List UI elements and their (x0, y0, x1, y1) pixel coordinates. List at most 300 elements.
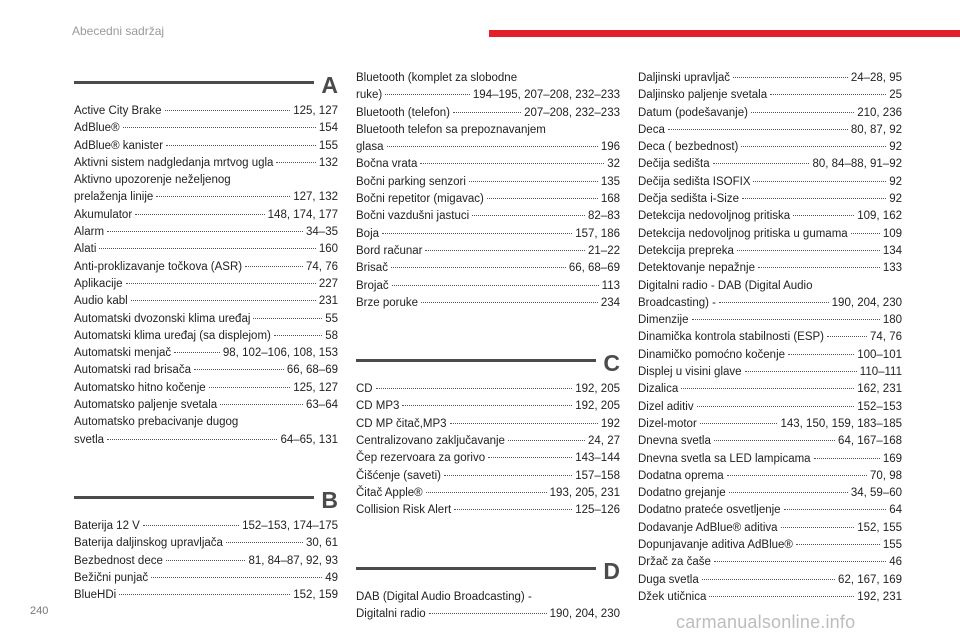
entry-line (638, 520, 902, 537)
entry-line (74, 276, 338, 293)
entry-name: Akumulator (74, 208, 133, 221)
entry-name: Bočni repetitor (migavac) (356, 193, 484, 206)
entry-line (74, 241, 338, 258)
entry-name: Bluetooth (telefon) (356, 106, 450, 119)
entry-pages: 234 (600, 296, 620, 309)
entry-pages: 192 (600, 417, 620, 430)
entry-name: Dinamička kontrola stabilnosti (ESP) (638, 331, 824, 344)
entry-name: Automatski klima uređaj (sa displejom) (74, 329, 271, 342)
entry-pages: 82–83 (588, 210, 620, 223)
entry-line (356, 278, 620, 295)
entry-name: Audio kabl (74, 295, 128, 308)
index-entry (356, 468, 620, 485)
entry-line (74, 224, 338, 241)
entry-name: Dodatna oprema (638, 469, 724, 482)
dot-leader (784, 509, 887, 510)
index-entry (638, 329, 902, 346)
entry-line (356, 381, 620, 398)
entry-name: Boja (356, 227, 380, 240)
dot-leader (382, 233, 572, 234)
entry-name: Brisač (356, 262, 388, 275)
index-entry (638, 520, 902, 537)
page-number: 240 (30, 605, 49, 617)
entry-line (638, 70, 902, 87)
index-entry (638, 191, 902, 208)
entry-pages: 155 (882, 539, 902, 552)
entry-pages: 34–35 (306, 226, 338, 239)
dot-leader (719, 302, 829, 303)
dot-leader (166, 145, 316, 146)
entry-name: Anti-proklizavanje točkova (ASR) (74, 260, 243, 273)
dot-leader (745, 371, 857, 372)
index-entry (74, 414, 338, 449)
entry-name-first-line: Bluetooth (komplet za slobodne (356, 72, 518, 84)
entry-pages: 180 (882, 314, 902, 327)
index-entry (356, 208, 620, 225)
entry-pages: 74, 76 (306, 260, 338, 273)
index-entry (638, 433, 902, 450)
dot-leader (702, 579, 835, 580)
dot-leader (751, 112, 854, 113)
entry-name: Automatsko paljenje svetala (74, 399, 218, 412)
entry-line (356, 105, 620, 122)
dot-leader (729, 492, 848, 493)
dot-leader (851, 233, 880, 234)
entry-pages: 30, 61 (306, 537, 338, 550)
index-entry (74, 535, 338, 552)
dot-leader (733, 77, 848, 78)
dot-leader (781, 527, 855, 528)
entry-line (356, 156, 620, 173)
entry-name: AdBlue® kanister (74, 139, 164, 152)
entry-name: BlueHDi (74, 589, 117, 602)
dot-leader (426, 492, 547, 493)
index-entry (638, 485, 902, 502)
dot-leader (226, 542, 303, 543)
section-gap (356, 312, 620, 347)
entry-name: Aplikacije (74, 277, 123, 290)
entry-name: Dečija sedišta (638, 158, 710, 171)
entry-pages: 49 (325, 571, 338, 584)
entry-name: Detekcija nedovoljnog pritiska (638, 210, 791, 223)
section-header (74, 484, 338, 516)
entry-name: Dnevna svetla sa LED lampicama (638, 452, 811, 465)
dot-leader (387, 146, 598, 147)
entry-line (74, 432, 338, 449)
entry-line (638, 174, 902, 191)
index-entry (638, 416, 902, 433)
index-entry (356, 502, 620, 519)
entry-line (74, 293, 338, 310)
dot-leader (469, 181, 598, 182)
entry-line (356, 139, 620, 156)
entry-line (74, 328, 338, 345)
entry-line (74, 345, 338, 362)
entry-name-first-line: Digitalni radio - DAB (Digital Audio (638, 279, 813, 292)
index-entry (74, 138, 338, 155)
entry-name: Baterija 12 V (74, 519, 140, 532)
dot-leader (107, 439, 277, 440)
entry-name: Dečja sedišta i-Size (638, 193, 739, 206)
section-divider (356, 567, 596, 570)
dot-leader (697, 406, 855, 407)
entry-pages: 64–65, 131 (280, 433, 338, 446)
dot-leader (508, 440, 585, 441)
entry-name: Alati (74, 243, 97, 256)
dot-leader (827, 336, 867, 337)
entry-line (638, 295, 902, 312)
entry-pages: 152, 159 (293, 589, 338, 602)
entry-pages: 143–144 (575, 452, 620, 465)
index-entry (638, 572, 902, 589)
entry-line (638, 416, 902, 433)
dot-leader (796, 544, 880, 545)
index-entry (638, 105, 902, 122)
entry-line (638, 554, 902, 571)
dot-leader (166, 560, 246, 561)
entry-name: CD MP čitač,MP3 (356, 417, 447, 430)
index-entry (356, 398, 620, 415)
entry-name: Brojač (356, 279, 389, 292)
dot-leader (421, 302, 598, 303)
entry-pages: 34, 59–60 (850, 487, 902, 500)
header-accent-bar (489, 30, 960, 37)
index-entry (638, 347, 902, 364)
entry-name: CD (356, 383, 373, 396)
entry-line (356, 87, 620, 104)
entry-line (74, 587, 338, 604)
entry-line (638, 485, 902, 502)
entry-line (74, 207, 338, 224)
entry-pages: 64 (889, 504, 902, 517)
index-entry (638, 243, 902, 260)
entry-pages: 190, 204, 230 (549, 607, 620, 620)
index-entry (638, 468, 902, 485)
index-entry (356, 589, 620, 624)
dot-leader (391, 267, 566, 268)
entry-name: Dizel aditiv (638, 400, 694, 413)
entry-pages: 148, 174, 177 (267, 208, 338, 221)
entry-line (356, 450, 620, 467)
entry-pages: 135 (600, 175, 620, 188)
entry-pages: 24–28, 95 (850, 72, 902, 84)
entry-pages: 155 (318, 139, 338, 152)
index-entry (638, 260, 902, 277)
entry-pages: 80, 84–88, 91–92 (812, 158, 902, 171)
dot-leader (692, 319, 880, 320)
entry-name: Držač za čaše (638, 556, 711, 569)
dot-leader (727, 475, 867, 476)
index-entry (356, 278, 620, 295)
entry-pages: 92 (889, 193, 902, 206)
index-column-3 (638, 70, 902, 606)
entry-name-first-line: DAB (Digital Audio Broadcasting) - (356, 590, 532, 603)
entry-line (356, 226, 620, 243)
entry-name: Džek utičnica (638, 590, 707, 603)
entry-name: prelaženja linije (74, 191, 154, 204)
entry-pages: 168 (600, 193, 620, 206)
entry-pages: 66, 68–69 (568, 262, 620, 275)
entry-line (638, 381, 902, 398)
index-entry (356, 433, 620, 450)
section-letter: B (321, 486, 338, 513)
entry-pages: 80, 87, 92 (850, 123, 902, 136)
index-entry (356, 243, 620, 260)
entry-name: Dizel-motor (638, 417, 697, 430)
index-entry (638, 70, 902, 87)
entry-pages: 100–101 (857, 348, 902, 361)
entry-pages: 194–195, 207–208, 232–233 (472, 89, 620, 102)
entry-line (638, 208, 902, 225)
dot-leader (174, 352, 220, 353)
section-header (356, 555, 620, 587)
entry-name: Daljinsko paljenje svetala (638, 89, 768, 102)
entry-line (638, 364, 902, 381)
entry-line (74, 103, 338, 120)
index-entry (356, 191, 620, 208)
index-column-2 (356, 70, 620, 623)
entry-name: Bočna vrata (356, 158, 418, 171)
entry-name: ruke) (356, 89, 383, 102)
dot-leader (376, 388, 573, 389)
dot-leader (126, 283, 316, 284)
section-gap (356, 520, 620, 555)
entry-name: Deca ( bezbednost) (638, 141, 739, 154)
entry-pages: 160 (318, 243, 338, 256)
dot-leader (165, 110, 291, 111)
entry-pages: 92 (889, 141, 902, 154)
entry-pages: 157–158 (575, 469, 620, 482)
entry-name: Dnevna svetla (638, 435, 711, 448)
index-entry (74, 293, 338, 310)
entry-name: Dopunjavanje aditiva AdBlue® (638, 539, 793, 552)
entry-line (638, 399, 902, 416)
entry-pages: 193, 205, 231 (549, 486, 620, 499)
dot-leader (681, 388, 854, 389)
entry-pages: 192, 205 (575, 400, 620, 413)
entry-name: Active City Brake (74, 105, 162, 117)
dot-leader (107, 231, 303, 232)
entry-pages: 64, 167–168 (838, 435, 902, 448)
entry-name: Bočni parking senzori (356, 175, 466, 188)
section-divider (74, 81, 314, 84)
section-letter: C (603, 350, 620, 377)
index-entry (74, 587, 338, 604)
index-entry (638, 312, 902, 329)
entry-name: Automatski dvozonski klima uređaj (74, 312, 251, 325)
index-entry (74, 311, 338, 328)
entry-line (356, 485, 620, 502)
entry-pages: 63–64 (306, 399, 338, 412)
index-entry (638, 364, 902, 381)
index-entry (356, 485, 620, 502)
dot-leader (709, 596, 854, 597)
index-entry (356, 226, 620, 243)
index-entry (356, 295, 620, 312)
section-divider (356, 359, 596, 362)
entry-pages: 207–208, 232–233 (524, 106, 620, 119)
dot-leader (209, 387, 291, 388)
index-entry (638, 156, 902, 173)
index-entry (638, 122, 902, 139)
entry-pages: 62, 167, 169 (838, 573, 902, 586)
entry-name: Deca (638, 123, 665, 136)
entry-pages: 169 (882, 452, 902, 465)
entry-pages: 21–22 (588, 244, 620, 257)
entry-pages: 70, 98 (870, 469, 902, 482)
entry-pages: 92 (889, 175, 902, 188)
dot-leader (770, 94, 886, 95)
entry-name: Datum (podešavanje) (638, 106, 748, 119)
entry-name: Čitač Apple® (356, 486, 423, 499)
entry-line (356, 433, 620, 450)
entry-name: Broadcasting) - (638, 296, 716, 309)
index-entry (74, 345, 338, 362)
entry-name: CD MP3 (356, 400, 400, 413)
index-entry (356, 122, 620, 157)
entry-name: Centralizovano zaključavanje (356, 435, 505, 448)
dot-leader (668, 129, 848, 130)
entry-name: Dečija sedišta ISOFIX (638, 175, 751, 188)
dot-leader (253, 318, 322, 319)
dot-leader (788, 354, 854, 355)
page-header-title: Abecedni sadržaj (72, 24, 165, 38)
entry-pages: 133 (882, 262, 902, 275)
dot-leader (700, 423, 778, 424)
dot-leader (131, 300, 316, 301)
entry-line (356, 468, 620, 485)
entry-line (638, 537, 902, 554)
dot-leader (245, 266, 303, 267)
entry-line (74, 397, 338, 414)
dot-leader (220, 404, 303, 405)
entry-name: Detekcija nedovoljnog pritiska u gumama (638, 227, 848, 240)
entry-pages: 113 (601, 279, 620, 292)
entry-line (638, 122, 902, 139)
dot-leader (194, 369, 284, 370)
section-letter: D (603, 557, 620, 584)
entry-line (638, 502, 902, 519)
dot-leader (713, 163, 810, 164)
entry-pages: 125–126 (575, 504, 620, 517)
index-entry (74, 328, 338, 345)
entry-name: glasa (356, 141, 384, 154)
entry-line (356, 260, 620, 277)
dot-leader (385, 94, 470, 95)
index-entry (74, 224, 338, 241)
dot-leader (156, 196, 290, 197)
index-entry (638, 226, 902, 243)
dot-leader (714, 561, 886, 562)
entry-pages: 227 (318, 277, 338, 290)
entry-name: Bezbednost dece (74, 554, 163, 567)
entry-pages: 231 (318, 295, 338, 308)
entry-pages: 192, 205 (575, 383, 620, 396)
index-entry (74, 120, 338, 137)
entry-name: Dimenzije (638, 314, 689, 327)
entry-pages: 58 (325, 329, 338, 342)
entry-name: Automatsko hitno kočenje (74, 381, 206, 394)
entry-name: Dodatno prateće osvetljenje (638, 504, 781, 517)
entry-pages: 192, 231 (857, 590, 902, 603)
dot-leader (143, 525, 239, 526)
entry-name: Bord računar (356, 244, 423, 257)
entry-name: Collision Risk Alert (356, 504, 452, 517)
entry-line (638, 260, 902, 277)
entry-pages: 32 (607, 158, 620, 171)
index-entry (638, 87, 902, 104)
section-letter: A (321, 72, 338, 98)
entry-line (356, 295, 620, 312)
entry-pages: 81, 84–87, 92, 93 (248, 554, 338, 567)
index-entry (356, 260, 620, 277)
entry-line (74, 189, 338, 206)
entry-line (638, 105, 902, 122)
entry-pages: 152, 155 (857, 521, 902, 534)
entry-name: Dinamičko pomoćno kočenje (638, 348, 786, 361)
entry-name: Dodavanje AdBlue® aditiva (638, 521, 778, 534)
entry-line (638, 87, 902, 104)
entry-pages: 190, 204, 230 (831, 296, 902, 309)
dot-leader (119, 594, 290, 595)
entry-name: Čišćenje (saveti) (356, 469, 441, 482)
entry-name-first-line: Aktivno upozorenje neželjenog (74, 174, 231, 187)
index-entry (638, 139, 902, 156)
dot-leader (454, 509, 572, 510)
entry-name: Daljinski upravljač (638, 72, 731, 84)
entry-line (356, 398, 620, 415)
dot-leader (793, 215, 854, 216)
entry-name: Duga svetla (638, 573, 699, 586)
entry-pages: 125, 127 (293, 381, 338, 394)
entry-name: Digitalni radio (356, 607, 426, 620)
entry-pages: 110–111 (859, 366, 902, 379)
entry-pages: 74, 76 (870, 331, 902, 344)
index-entry (638, 589, 902, 606)
section-header (356, 347, 620, 379)
dot-leader (392, 285, 599, 286)
entry-line (638, 433, 902, 450)
dot-leader (488, 457, 572, 458)
entry-pages: 196 (600, 141, 620, 154)
entry-name: Displej u visini glave (638, 366, 742, 379)
entry-name: Bežični punjač (74, 571, 149, 584)
entry-pages: 66, 68–69 (286, 364, 338, 377)
dot-leader (429, 613, 547, 614)
index-entry (638, 174, 902, 191)
entry-line (74, 380, 338, 397)
entry-line (638, 243, 902, 260)
dot-leader (99, 248, 315, 249)
index-entry (74, 259, 338, 276)
entry-line (74, 155, 338, 172)
entry-line (638, 329, 902, 346)
entry-line (356, 606, 620, 623)
index-entry (638, 502, 902, 519)
index-entry (74, 380, 338, 397)
entry-pages: 98, 102–106, 108, 153 (222, 347, 338, 360)
index-entry (74, 172, 338, 207)
index-entry (74, 397, 338, 414)
entry-line (74, 570, 338, 587)
index-entry (74, 553, 338, 570)
entry-line (74, 553, 338, 570)
dot-leader (487, 198, 598, 199)
entry-line (74, 311, 338, 328)
entry-name: Detektovanje nepažnje (638, 262, 755, 275)
entry-name: Detekcija prepreka (638, 244, 734, 257)
entry-line (356, 243, 620, 260)
